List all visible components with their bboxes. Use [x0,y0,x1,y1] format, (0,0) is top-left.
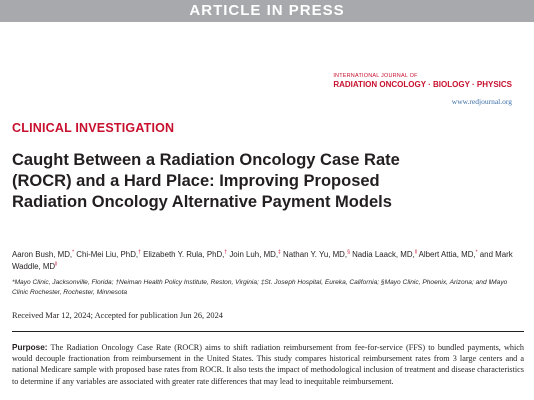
author-1[interactable]: Aaron Bush, MD,* [12,249,75,259]
author-4[interactable]: Join Luh, MD,‡ [229,249,281,259]
author-8[interactable]: and Mark Waddle, MD‖ [12,250,513,271]
author-3[interactable]: Elizabeth Y. Rula, PhD,† [143,249,228,259]
article-title: Caught Between a Radiation Oncology Case Rate (ROCR) and a Hard Place: Improving Proposed Radiation Oncology Alternative Payment Models [12,151,400,211]
journal-url-link[interactable]: www.redjournal.org [451,97,512,106]
journal-name: RADIATION ONCOLOGY · BIOLOGY · PHYSICS [333,80,512,89]
abstract-purpose [12,342,524,387]
journal-kicker: INTERNATIONAL JOURNAL OF [333,73,418,79]
author-5[interactable]: Nathan Y. Yu, MD,§ [283,249,350,259]
affiliations: *Mayo Clinic, Jacksonville, Florida; †Neiman Health Policy Institute, Reston, Virginia; ‡St. Joseph Hospital, Eureka, California; §Mayo Clinic, Phoenix, Arizona; and ‖Mayo Clinic Rochester, Rochester, Minnesota [12,279,508,296]
article-in-press-banner: ARTICLE IN PRESS [0,0,534,22]
received-accepted-dates: Received Mar 12, 2024; Accepted for publication Jun 26, 2024 [12,311,223,320]
section-divider [12,331,524,332]
author-2[interactable]: Chi-Mei Liu, PhD,† [76,249,141,259]
abstract-purpose-label: Purpose: [12,343,48,352]
abstract-purpose-text: The Radiation Oncology Case Rate (ROCR) aims to shift radiation reimbursement from fee-for-service (FFS) to bundled payments, which would decouple fractionation from reimbursement in the United States. This study compares historical reimbursement rates from 3 large centers and a national Medicare sample with proposed base rates from ROCR. It also tests the impact of methodological inclusion of treatment and disease characteristics to determine if any variables are associated with greater rate differences that may lead to inequitable reimbursement. [12,343,525,386]
author-7[interactable]: Albert Attia, MD,* [418,249,478,259]
section-heading: CLINICAL INVESTIGATION [12,121,175,135]
journal-masthead [333,73,512,106]
author-list [12,249,517,273]
author-6[interactable]: Nadia Laack, MD,‖ [352,249,417,259]
